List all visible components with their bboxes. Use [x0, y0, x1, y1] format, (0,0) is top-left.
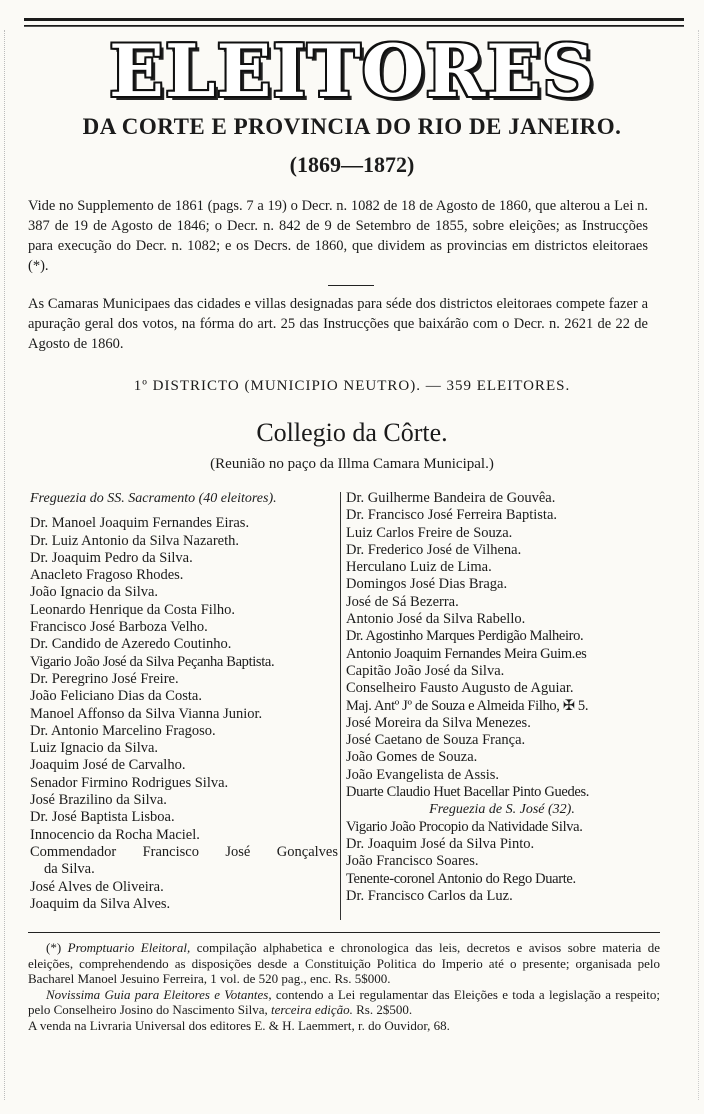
elector-entry: Innocencio da Rocha Maciel. — [30, 826, 200, 843]
elector-entry: Antonio Joaquim Fernandes Meira Guim.es — [346, 645, 587, 662]
top-rule — [24, 18, 684, 26]
elector-entry: Luiz Carlos Freire de Souza. — [346, 524, 513, 541]
elector-entry: Dr. Frederico José de Vilhena. — [346, 541, 522, 558]
elector-entry: Dr. Antonio Marcelino Fragoso. — [30, 722, 216, 739]
elector-entry: Duarte Claudio Huet Bacellar Pinto Guedes. — [346, 784, 590, 801]
intro-note: Vide no Supplemento de 1861 (pags. 7 a 19) o Decr. n. 1082 de 18 de Agosto de 1860, que alterou a Lei n. 387 de 19 de Agosto de 1846; o Decr. n. 842 de 9 de Setembro de 1855, sobre eleições; as Instrucções para execução do Decr. n. 1082; e os Decrs. de 1860, que dividem as provincias em districtos eleitoraes (*). — [28, 198, 648, 274]
elector-list — [346, 819, 658, 905]
elector-entry: José Caetano de Souza França. — [346, 732, 526, 749]
elector-entry: Joaquim da Silva Alves. — [30, 895, 171, 912]
elector-entry: da Silva. — [44, 861, 95, 878]
elector-entry: Luiz Ignacio da Silva. — [30, 740, 159, 757]
elector-entry: Leonardo Henrique da Costa Filho. — [30, 601, 235, 618]
page-title: ELEITORES — [108, 28, 596, 113]
elector-entry: Joaquim José de Carvalho. — [30, 757, 186, 774]
elector-entry: Manoel Affonso da Silva Vianna Junior. — [30, 705, 263, 722]
elector-entry: Dr. José Baptista Lisboa. — [30, 809, 175, 826]
elector-entry: Vigario João Procopio da Natividade Silva. — [346, 818, 583, 835]
elector-entry: João Feliciano Dias da Costa. — [30, 688, 202, 705]
elector-entry: Francisco José Barboza Velho. — [30, 619, 208, 636]
parish-heading: Freguezia do SS. Sacramento (40 eleitores). — [30, 491, 277, 506]
elector-entry: Dr. Joaquim José da Silva Pinto. — [346, 835, 535, 852]
elector-entry: Capitão João José da Silva. — [346, 662, 505, 679]
elector-entry: Maj. Antº Jº de Souza e Almeida Filho, ✠ 5. — [346, 697, 589, 714]
elector-entry: Tenente-coronel Antonio do Rego Duarte. — [346, 870, 576, 887]
elector-entry: Dr. Agostinho Marques Perdigão Malheiro. — [346, 628, 584, 645]
section-divider — [328, 285, 374, 286]
elector-entry: Conselheiro Fausto Augusto de Aguiar. — [346, 680, 574, 697]
left-column — [30, 490, 338, 913]
elector-entry: José Alves de Oliveira. — [30, 878, 164, 895]
elector-entry: Commendador Francisco José Gonçalves — [30, 843, 338, 860]
footnote-book1: (*) Promptuario Eleitoral, compilação alphabetica e chronologica das leis, decretos e avisos sobre materia de eleições, comprehendendo as disposições desde a Constituição Politica do Imperio até o presente; organisada pelo Bacharel Manoel Jesuino Ferreira, 1 vol. de 520 pag., enc. Rs. 5$000. — [28, 940, 660, 987]
camaras-note: As Camaras Municipaes das cidades e villas designadas para séde dos districtos eleitoraes compete fazer a apuração geral dos votos, na fórma do art. 25 das Instrucções que baixárão com o Decr. n. 2621 de 22 de Agosto de 1860. — [28, 296, 648, 352]
elector-entry: João Evangelista de Assis. — [346, 766, 500, 783]
collegio-heading: Collegio da Côrte. — [256, 418, 448, 447]
right-margin-line — [698, 30, 699, 1100]
column-divider — [340, 492, 341, 920]
elector-entry: Dr. Luiz Antonio da Silva Nazareth. — [30, 532, 239, 549]
years: (1869—1872) — [289, 152, 415, 177]
elector-entry: Senador Firmino Rodrigues Silva. — [30, 774, 229, 791]
elector-entry: Anacleto Fragoso Rhodes. — [30, 567, 184, 584]
elector-entry: João Francisco Soares. — [346, 853, 479, 870]
footnote-rule — [28, 932, 660, 933]
left-margin-line — [4, 30, 5, 1100]
district-heading: 1º DISTRICTO (MUNICIPIO NEUTRO). — 359 ELEITORES. — [133, 378, 571, 394]
elector-list — [30, 515, 338, 913]
footnote-sale-line: A venda na Livraria Universal dos editores E. & H. Laemmert, r. do Ouvidor, 68. — [28, 1017, 450, 1033]
elector-entry: Herculano Luiz de Lima. — [346, 559, 492, 576]
elector-entry: Dr. Joaquim Pedro da Silva. — [30, 549, 193, 566]
parish-heading: Freguezia de S. José (32). — [429, 802, 575, 818]
elector-entry: João Gomes de Souza. — [346, 749, 478, 766]
footnote-book2: Novissima Guia para Eleitores e Votantes, contendo a Lei regulamentar das Eleições e toda a legislação a respeito; pelo Conselheiro Josino do Nascimento Silva, terceira edição. Rs. 2$500. — [28, 986, 661, 1018]
top-rule-thin — [24, 26, 684, 27]
elector-entry: João Ignacio da Silva. — [30, 584, 159, 601]
subtitle: DA CORTE E PROVINCIA DO RIO DE JANEIRO. — [82, 114, 622, 139]
elector-entry: José Brazilino da Silva. — [30, 792, 167, 809]
elector-entry: Vigario João José da Silva Peçanha Baptista. — [30, 653, 275, 670]
elector-entry: Antonio José da Silva Rabello. — [346, 611, 526, 628]
elector-entry: Dr. Manoel Joaquim Fernandes Eiras. — [30, 515, 250, 532]
elector-entry: Domingos José Dias Braga. — [346, 576, 508, 593]
elector-entry: Dr. Guilherme Bandeira de Gouvêa. — [346, 490, 556, 506]
reuniao-note: (Reunião no paço da Illma Camara Municipal.) — [210, 456, 494, 472]
right-column — [346, 490, 658, 905]
footnote — [28, 940, 660, 1034]
elector-entry: Dr. Francisco José Ferreira Baptista. — [346, 507, 558, 524]
elector-entry: José Moreira da Silva Menezes. — [346, 714, 531, 731]
elector-entry: Dr. Peregrino José Freire. — [30, 670, 179, 687]
elector-entry: Dr. Candido de Azeredo Coutinho. — [30, 636, 232, 653]
elector-list — [346, 490, 658, 801]
elector-entry: Dr. Francisco Carlos da Luz. — [346, 887, 513, 904]
elector-entry: José de Sá Bezerra. — [346, 593, 459, 610]
